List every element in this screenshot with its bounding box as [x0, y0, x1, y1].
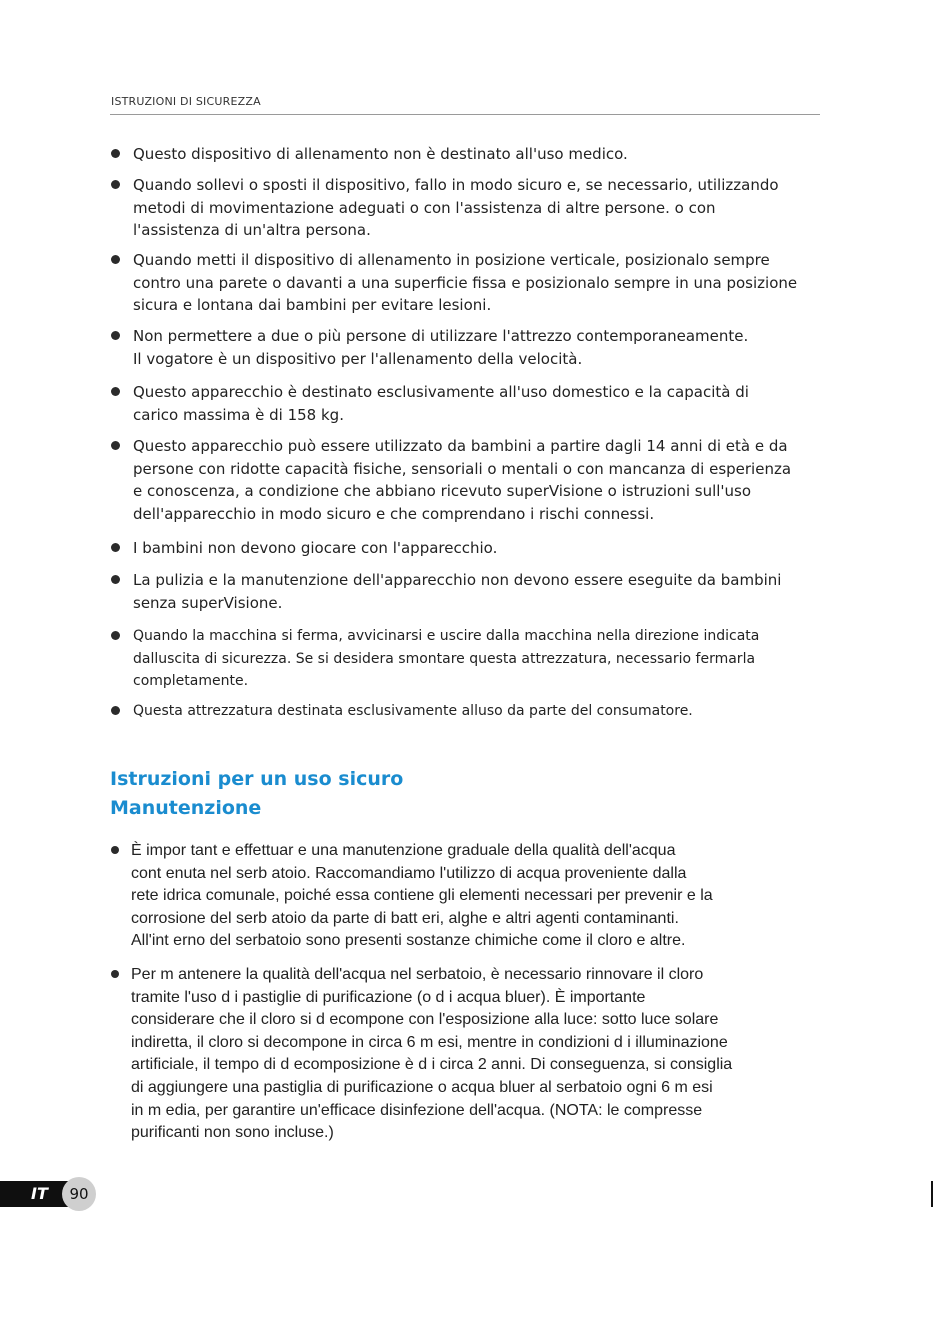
- list-item-text: I bambini non devono giocare con l'apparecchio.: [133, 539, 498, 557]
- bullet-icon: [111, 180, 120, 189]
- bullet-icon: [111, 255, 120, 264]
- bullet-icon: [111, 970, 119, 978]
- bullet-icon: [111, 331, 120, 340]
- language-label: IT: [31, 1184, 48, 1203]
- list-item: [111, 249, 841, 317]
- header-divider: [110, 114, 820, 115]
- bullet-icon: [111, 387, 120, 396]
- list-item: [111, 143, 841, 166]
- section-heading: Istruzioni per un uso sicuro: [110, 768, 404, 790]
- list-item: [111, 381, 841, 426]
- list-item: [111, 625, 841, 693]
- list-item: [111, 435, 841, 525]
- bullet-icon: [111, 149, 120, 158]
- page-number: 90: [62, 1177, 96, 1211]
- bullet-icon: [111, 575, 120, 584]
- section-header: ISTRUZIONI DI SICUREZZA: [111, 95, 261, 108]
- list-item: [111, 840, 841, 953]
- list-item-text: Questo apparecchio è destinato esclusivamente all'uso domestico e la capacità di carico massima è di 158 kg.: [133, 383, 749, 424]
- list-item: [111, 174, 841, 242]
- bullet-icon: [111, 543, 120, 552]
- list-item-text: È impor tant e effettuar e una manutenzione graduale della qualità dell'acqua cont enuta nel serb atoio. Raccomandiamo l'utilizzo di acqua proveniente dalla rete idrica comunale, poiché essa contiene gli elementi necessari per prevenir e la corrosione del serb atoio da parte di batt eri, alghe e altri agenti contaminanti. All'int erno del serbatoio sono presenti sostanze chimiche come il cloro e altre.: [131, 842, 713, 950]
- list-item: [111, 537, 841, 560]
- list-item-text: Quando metti il dispositivo di allenamento in posizione verticale, posizionalo sempre contro una parete o davanti a una superficie fissa e posizionalo sempre in una posizione sicura e lontana dai bambini per evitare lesioni.: [133, 251, 798, 315]
- list-item: [111, 964, 841, 1145]
- section-heading: Manutenzione: [110, 797, 262, 819]
- list-item: [111, 325, 841, 370]
- list-item-text: Non permettere a due o più persone di utilizzare l'attrezzo contemporaneamente. Il vogatore è un dispositivo per l'allenamento della velocità.: [133, 327, 749, 368]
- list-item-text: Questo dispositivo di allenamento non è destinato all'uso medico.: [133, 145, 628, 163]
- bullet-icon: [111, 846, 119, 854]
- list-item-text: Questa attrezzatura destinata esclusivamente alluso da parte del consumatore.: [133, 703, 693, 719]
- list-item-text: Per m antenere la qualità dell'acqua nel serbatoio, è necessario rinnovare il cloro tramite l'uso d i pastiglie di purificazione (o d i acqua bluer). È importante considerare che il cloro si d ecompone con l'esposizione alla luce: sotto luce solare indiretta, il cloro si decompone in circa 6 m esi, mentre in condizioni d i illuminazione artificiale, il tempo di d ecomposizione è d i circa 2 anni. Di conseguenza, si consiglia di aggiungere una pastiglia di purificazione o acqua bluer al serbatoio ogni 6 m esi in m edia, per garantire un'efficace disinfezione dell'acqua. (NOTA: le compresse purificanti non sono incluse.): [131, 966, 733, 1142]
- bullet-icon: [111, 631, 120, 640]
- list-item-text: Quando sollevi o sposti il dispositivo, fallo in modo sicuro e, se necessario, utilizzando metodi di movimentazione adeguati o con l'assistenza di altre persone. o con l'assistenza di un'altra persona.: [133, 176, 779, 240]
- bullet-icon: [111, 706, 120, 715]
- list-item: [111, 569, 841, 614]
- list-item-text: La pulizia e la manutenzione dell'apparecchio non devono essere eseguite da bambini senza superVisione.: [133, 571, 782, 612]
- list-item: [111, 700, 841, 723]
- list-item-text: Questo apparecchio può essere utilizzato da bambini a partire dagli 14 anni di età e da persone con ridotte capacità fisiche, sensoriali o mentali o con mancanza di esperienza e conoscenza, a condizione che abbiano ricevuto superVisione o istruzioni sull'uso dell'apparecchio in modo sicuro e che comprendano i rischi connessi.: [133, 437, 792, 523]
- bullet-icon: [111, 441, 120, 450]
- list-item-text: Quando la macchina si ferma, avvicinarsi e uscire dalla macchina nella direzione indicata dalluscita di sicurezza. Se si desidera smontare questa attrezzatura, necessario fermarla completamente.: [133, 628, 760, 690]
